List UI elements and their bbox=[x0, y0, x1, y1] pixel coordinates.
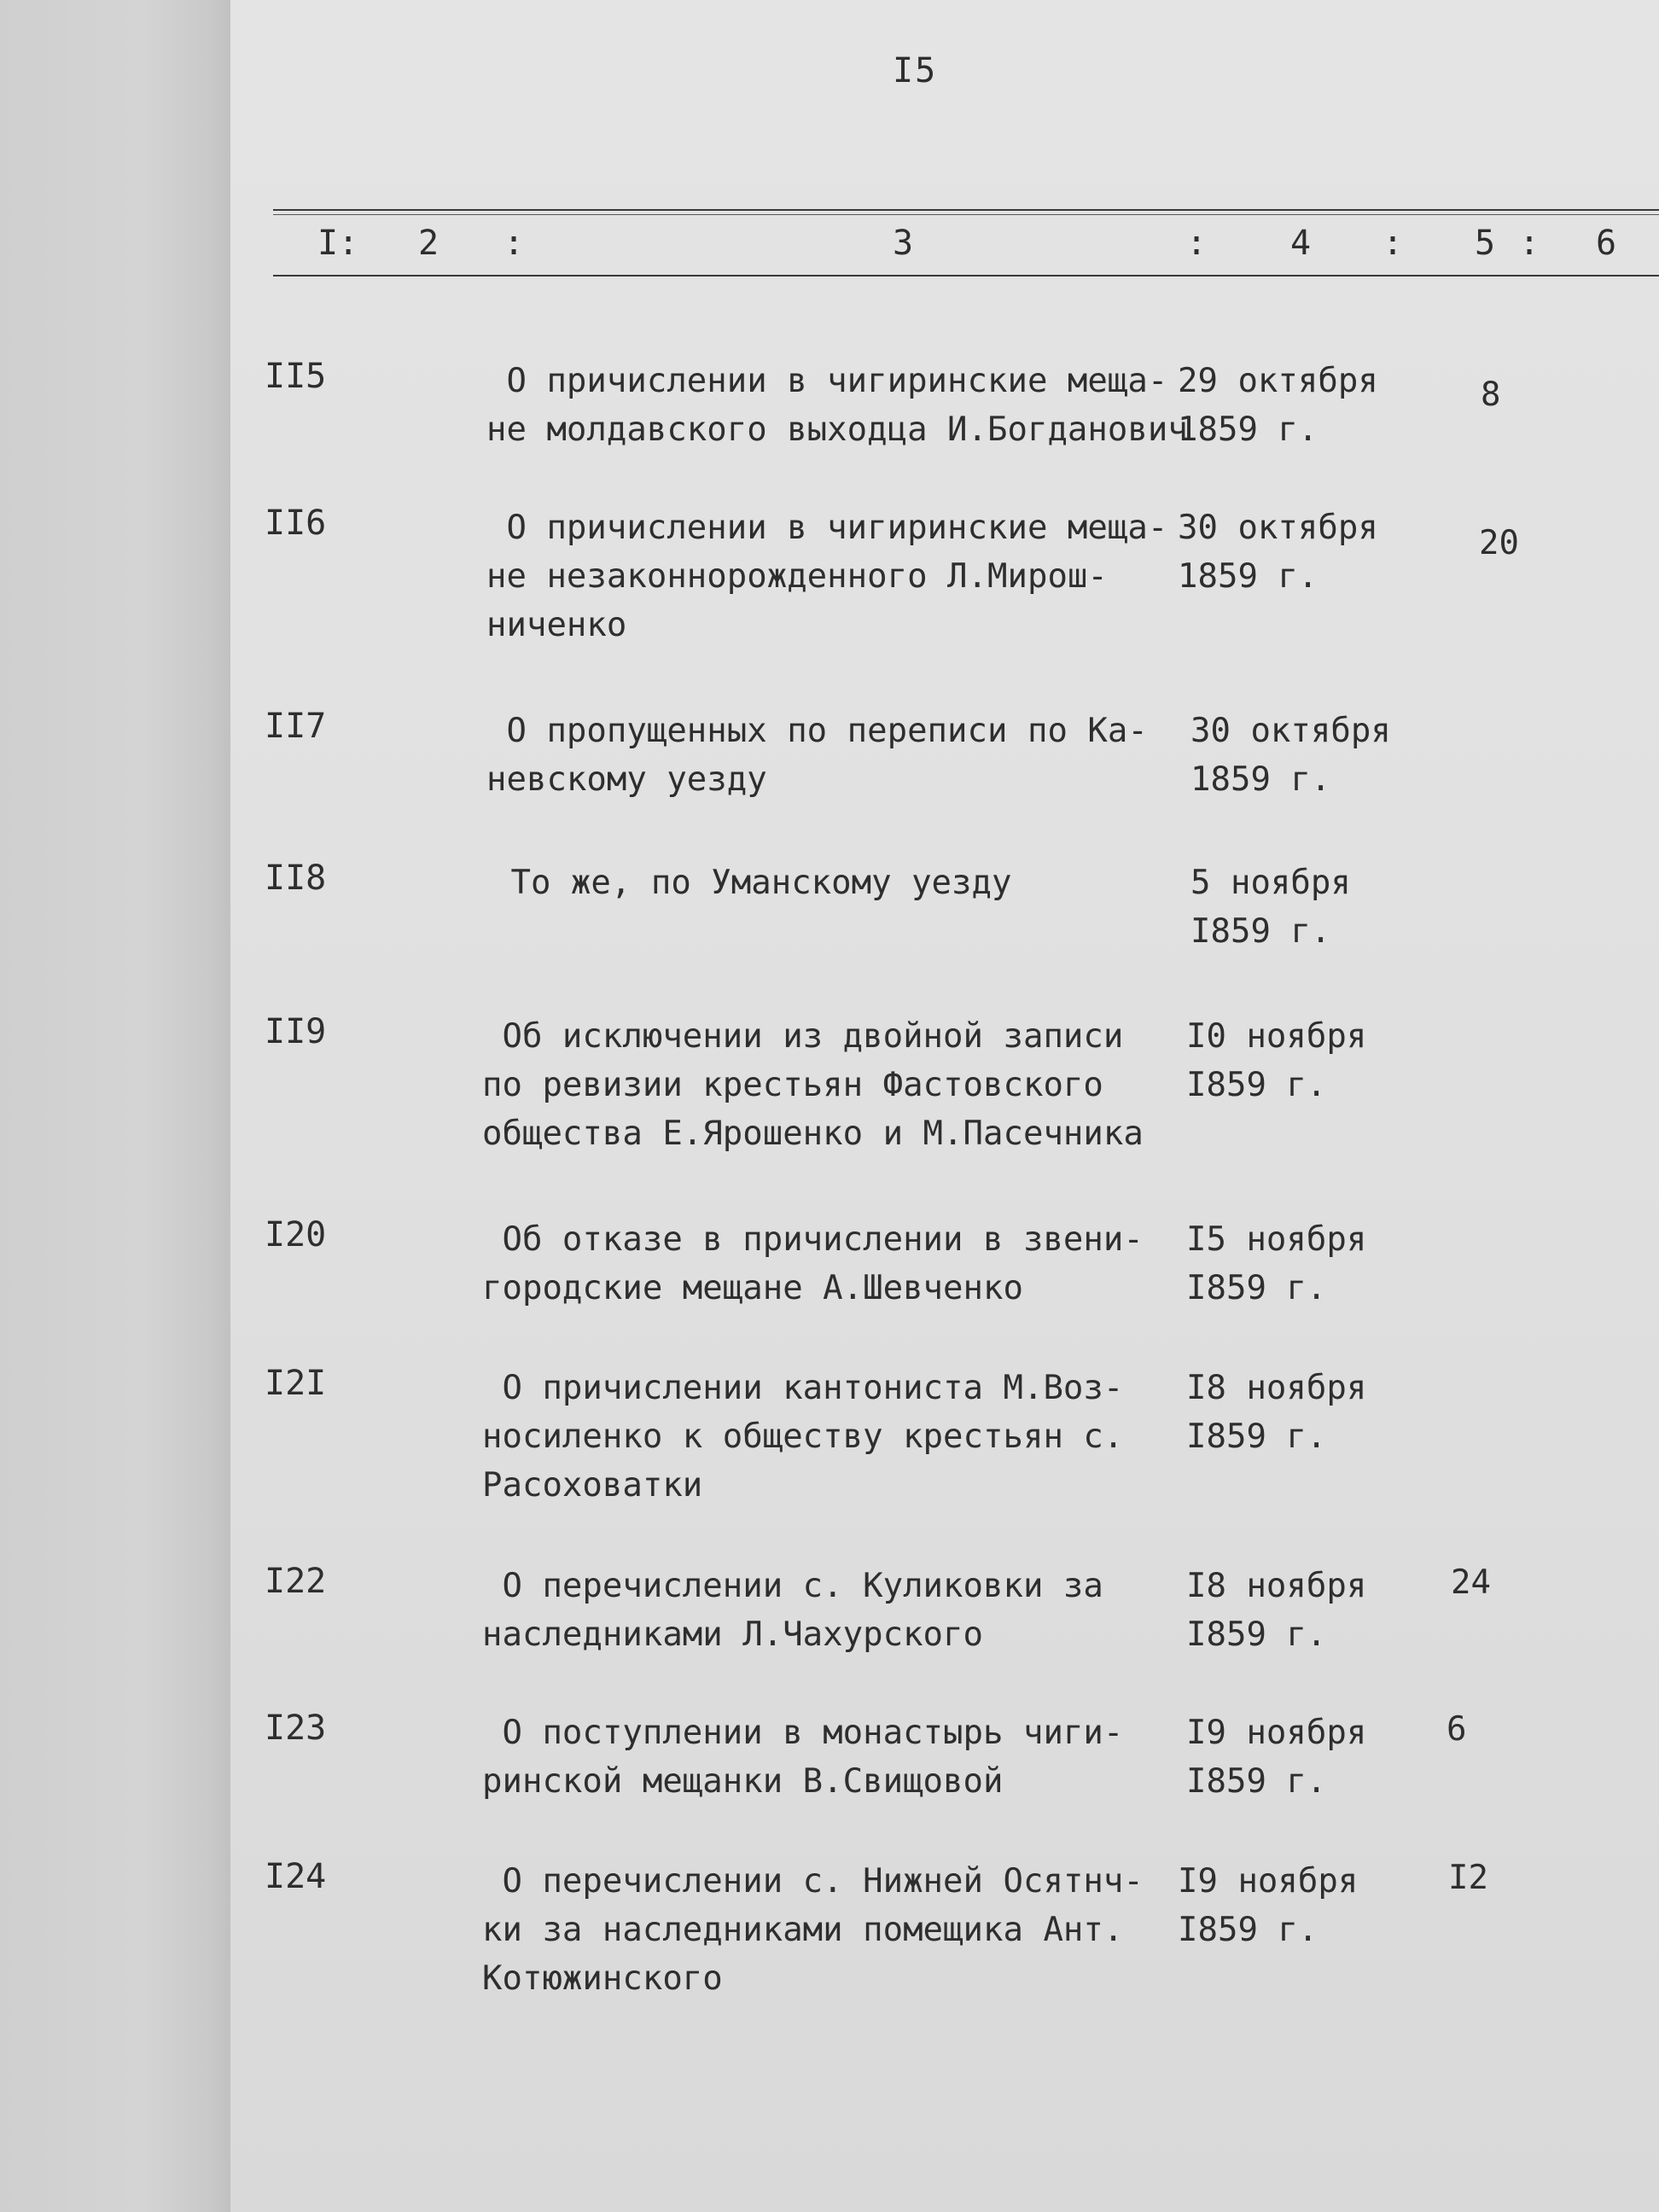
row-number: II9 bbox=[265, 1012, 327, 1051]
row-date: I8 ноября I859 г. bbox=[1186, 1369, 1367, 1456]
col-separator: : bbox=[1519, 224, 1540, 263]
row-number: II6 bbox=[265, 504, 327, 543]
row-number: I24 bbox=[265, 1857, 327, 1896]
row-date: 5 ноября I859 г. bbox=[1190, 864, 1351, 951]
row-title: То же, по Уманскому уезду bbox=[491, 864, 1012, 902]
row-date: I8 ноября I859 г. bbox=[1186, 1567, 1367, 1654]
col-3-header: 3 bbox=[893, 224, 914, 263]
header-rule-bottom bbox=[273, 275, 1659, 276]
row-number: I2I bbox=[265, 1364, 327, 1403]
row-title: Об отказе в причислении в звени- городские мещане А.Шевченко bbox=[482, 1220, 1144, 1307]
row-date: I9 ноября I859 г. bbox=[1186, 1714, 1367, 1801]
col-separator: : bbox=[504, 224, 525, 263]
row-sheets: I2 bbox=[1448, 1859, 1488, 1897]
row-date: 29 октября 1859 г. bbox=[1178, 362, 1378, 449]
col-1-header: I: bbox=[317, 224, 359, 263]
col-2-header: 2 bbox=[418, 224, 439, 263]
row-number: I22 bbox=[265, 1562, 327, 1601]
row-title: Об исключении из двойной записи по ревизии крестьян Фастовского общества Е.Ярошенко и М.Пасечника bbox=[482, 1017, 1144, 1153]
row-date: 30 октября 1859 г. bbox=[1178, 509, 1378, 596]
row-number: I23 bbox=[265, 1708, 327, 1748]
row-sheets: 24 bbox=[1451, 1563, 1491, 1602]
row-date: 30 октября 1859 г. bbox=[1190, 712, 1391, 799]
row-title: О поступлении в монастырь чиги- ринской мещанки В.Свищовой bbox=[482, 1714, 1124, 1801]
row-sheets: 6 bbox=[1447, 1710, 1467, 1749]
row-title: О пропущенных по переписи по Ка- невскому уезду bbox=[486, 712, 1148, 799]
col-5-header: 5 bbox=[1475, 224, 1496, 263]
row-title: О причислении в чигиринские меща- не незаконнорожденного Л.Мирош- ниченко bbox=[486, 509, 1168, 644]
row-title: О перечислении с. Куликовки за наследниками Л.Чахурского bbox=[482, 1567, 1103, 1654]
row-number: II5 bbox=[265, 357, 327, 396]
row-title: О причислении кантониста М.Воз- носиленко к обществу крестьян с. Расоховатки bbox=[482, 1369, 1124, 1505]
header-rule-top-double bbox=[273, 214, 1659, 215]
row-number: II8 bbox=[265, 859, 327, 898]
row-sheets: 8 bbox=[1481, 375, 1501, 414]
header-rule-top bbox=[273, 209, 1659, 211]
row-title: О причислении в чигиринские меща- не молдавского выходца И.Богданович bbox=[486, 362, 1188, 449]
page-number: I5 bbox=[893, 51, 938, 90]
col-separator: : bbox=[1382, 224, 1404, 263]
row-date: I0 ноября I859 г. bbox=[1186, 1017, 1367, 1104]
row-sheets: 20 bbox=[1479, 524, 1519, 562]
row-number: I20 bbox=[265, 1215, 327, 1254]
col-6-header: 6 bbox=[1596, 224, 1617, 263]
col-separator: : bbox=[1186, 224, 1208, 263]
row-title: О перечислении с. Нижней Осятнч- ки за наследниками помещика Ант. Котюжинского bbox=[482, 1862, 1144, 1998]
row-date: I5 ноября I859 г. bbox=[1186, 1220, 1367, 1307]
book-gutter bbox=[0, 0, 239, 2212]
col-4-header: 4 bbox=[1290, 224, 1312, 263]
row-date: I9 ноября I859 г. bbox=[1178, 1862, 1359, 1949]
row-number: II7 bbox=[265, 707, 327, 746]
